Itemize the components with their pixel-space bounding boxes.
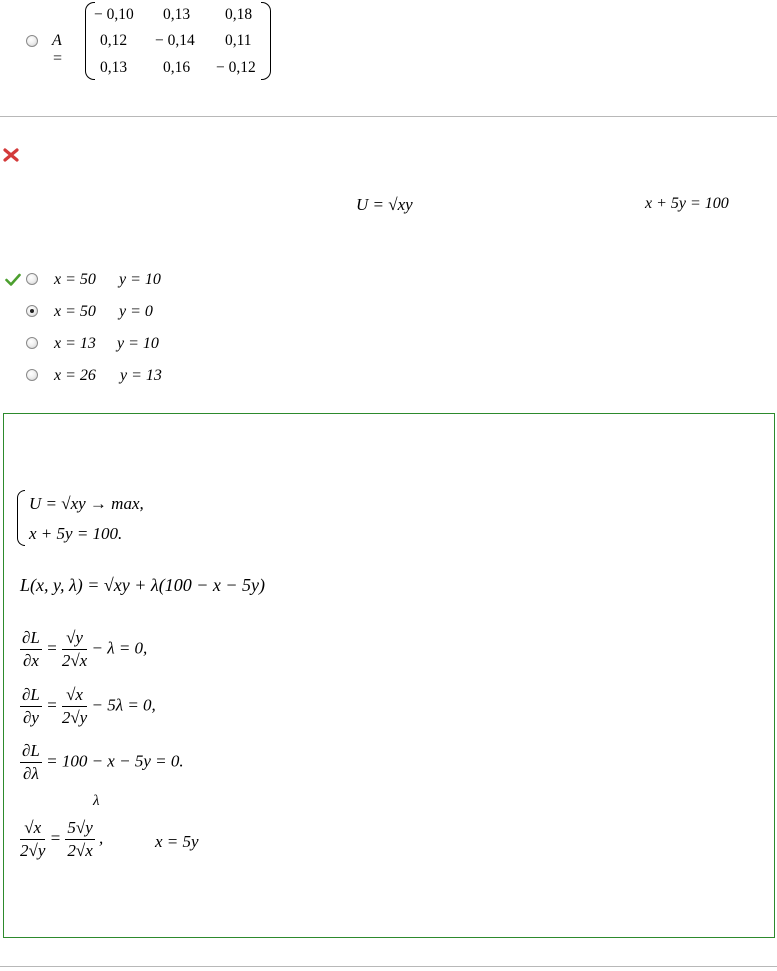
matrix-cell: 0,16 — [163, 59, 191, 76]
matrix-cell: 0,11 — [225, 32, 252, 49]
result-equation: x = 5y — [155, 832, 199, 851]
answer-4-x: x = 26 — [54, 367, 96, 384]
answer-4-y: y = 13 — [120, 367, 162, 384]
lambda-mark: λ — [93, 793, 100, 809]
answer-radio-1[interactable] — [26, 273, 38, 285]
matrix-cell: − 0,12 — [216, 59, 256, 76]
answer-3-y: y = 10 — [117, 335, 159, 352]
ratio-equation: $\frac{√x}{2√y}$ = $\frac{5√y}{2√x}$ , — [20, 818, 104, 860]
answer-1-x: x = 50 — [54, 271, 96, 288]
system-line-1: U = √xy → max, — [29, 494, 144, 513]
answer-3-x: x = 13 — [54, 335, 96, 352]
answer-radio-2[interactable] — [26, 305, 38, 317]
answer-radio-4[interactable] — [26, 369, 38, 381]
matrix-cell: 0,18 — [225, 6, 253, 23]
matrix-right-paren — [261, 2, 271, 80]
budget-constraint: x + 5y = 100 — [645, 195, 729, 212]
lagrangian: L(x, y, λ) = √xy + λ(100 − x − 5y) — [20, 575, 265, 595]
matrix-label: A = — [52, 32, 63, 67]
matrix-cell: 0,12 — [100, 32, 128, 49]
answer-1-y: y = 10 — [119, 271, 161, 288]
option-radio-matrix[interactable] — [26, 35, 38, 47]
matrix-cell: 0,13 — [163, 6, 191, 23]
divider — [0, 966, 777, 967]
derivative-x: $\frac{\partial L}{\partial x}$ = $\frac{√y}{2√x}$ − λ = 0, — [22, 628, 148, 670]
derivative-lambda: $\frac{\partial L}{\partial\lambda}$ = 100 − x − 5y = 0. — [22, 741, 184, 783]
divider — [0, 116, 777, 117]
matrix-cell: 0,13 — [100, 59, 128, 76]
answer-2-y: y = 0 — [119, 303, 153, 320]
matrix-cell: − 0,14 — [155, 32, 195, 49]
system-brace — [17, 490, 25, 546]
system-line-2: x + 5y = 100. — [29, 524, 123, 543]
matrix-cell: − 0,10 — [94, 6, 134, 23]
check-icon — [5, 273, 21, 287]
answer-2-x: x = 50 — [54, 303, 96, 320]
cross-icon — [3, 148, 19, 162]
derivative-y: $\frac{\partial L}{\partial y}$ = $\frac{√x}{2√y}$ − 5λ = 0, — [22, 685, 156, 727]
solution-box — [3, 413, 775, 938]
utility-function: U = √xy — [356, 195, 413, 214]
answer-radio-3[interactable] — [26, 337, 38, 349]
